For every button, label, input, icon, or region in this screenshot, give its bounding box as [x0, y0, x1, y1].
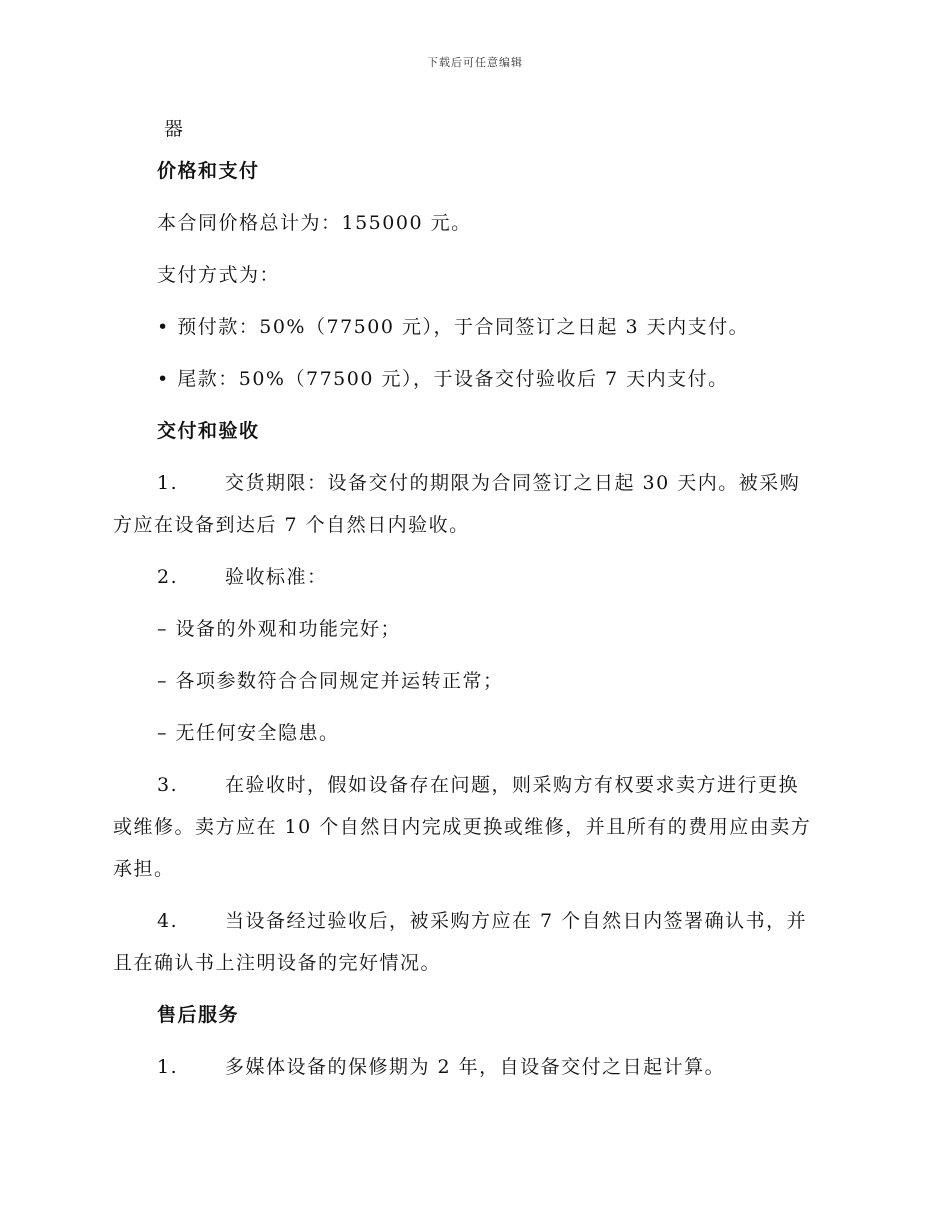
prepay-bullet: • 预付款：50%（77500 元），于合同签订之日起 3 天内支付。: [157, 316, 750, 338]
item-text: 多媒体设备的保修期为 2 年，自设备交付之日起计算。: [225, 1056, 726, 1078]
payment-method-text: 支付方式为：: [157, 264, 281, 286]
standard-item-1: – 设备的外观和功能完好；: [157, 618, 402, 640]
delivery-item-2: [157, 564, 328, 590]
section-heading-price: 价格和支付: [157, 160, 260, 182]
total-price-text: 本合同价格总计为：155000 元。: [157, 212, 472, 234]
standard-item-2: – 各项参数符合合同规定并运转正常；: [157, 670, 504, 692]
item-number: 1.: [157, 472, 179, 494]
fragment-text: 器: [164, 118, 185, 140]
delivery-item-4: [157, 908, 807, 934]
item-text: 验收标准：: [225, 566, 328, 588]
delivery-item-3: [157, 772, 799, 798]
page-header: 下载后可任意编辑: [427, 56, 523, 69]
delivery-item-4-continued: 且在确认书上注明设备的完好情况。: [113, 952, 442, 974]
delivery-item-3-continued-2: 承担。: [113, 858, 175, 880]
item-number: 3.: [157, 774, 179, 796]
item-text: 在验收时，假如设备存在问题，则采购方有权要求卖方进行更换: [225, 774, 800, 796]
standard-item-3: – 无任何安全隐患。: [157, 722, 340, 744]
delivery-item-3-continued-1: 或维修。卖方应在 10 个自然日内完成更换或维修，并且所有的费用应由卖方: [113, 816, 812, 838]
section-heading-service: 售后服务: [157, 1004, 240, 1026]
item-number: 1.: [157, 1056, 179, 1078]
item-number: 4.: [157, 910, 179, 932]
final-pay-bullet: • 尾款：50%（77500 元），于设备交付验收后 7 天内支付。: [157, 368, 729, 390]
item-number: 2.: [157, 566, 179, 588]
section-heading-delivery: 交付和验收: [157, 420, 260, 442]
service-item-1: [157, 1054, 725, 1080]
item-text: 交货期限：设备交付的期限为合同签订之日起 30 天内。被采购: [225, 472, 801, 494]
delivery-item-1-continued: 方应在设备到达后 7 个自然日内验收。: [113, 514, 470, 536]
item-text: 当设备经过验收后，被采购方应在 7 个自然日内签署确认书，并: [225, 910, 808, 932]
delivery-item-1: [157, 470, 800, 496]
